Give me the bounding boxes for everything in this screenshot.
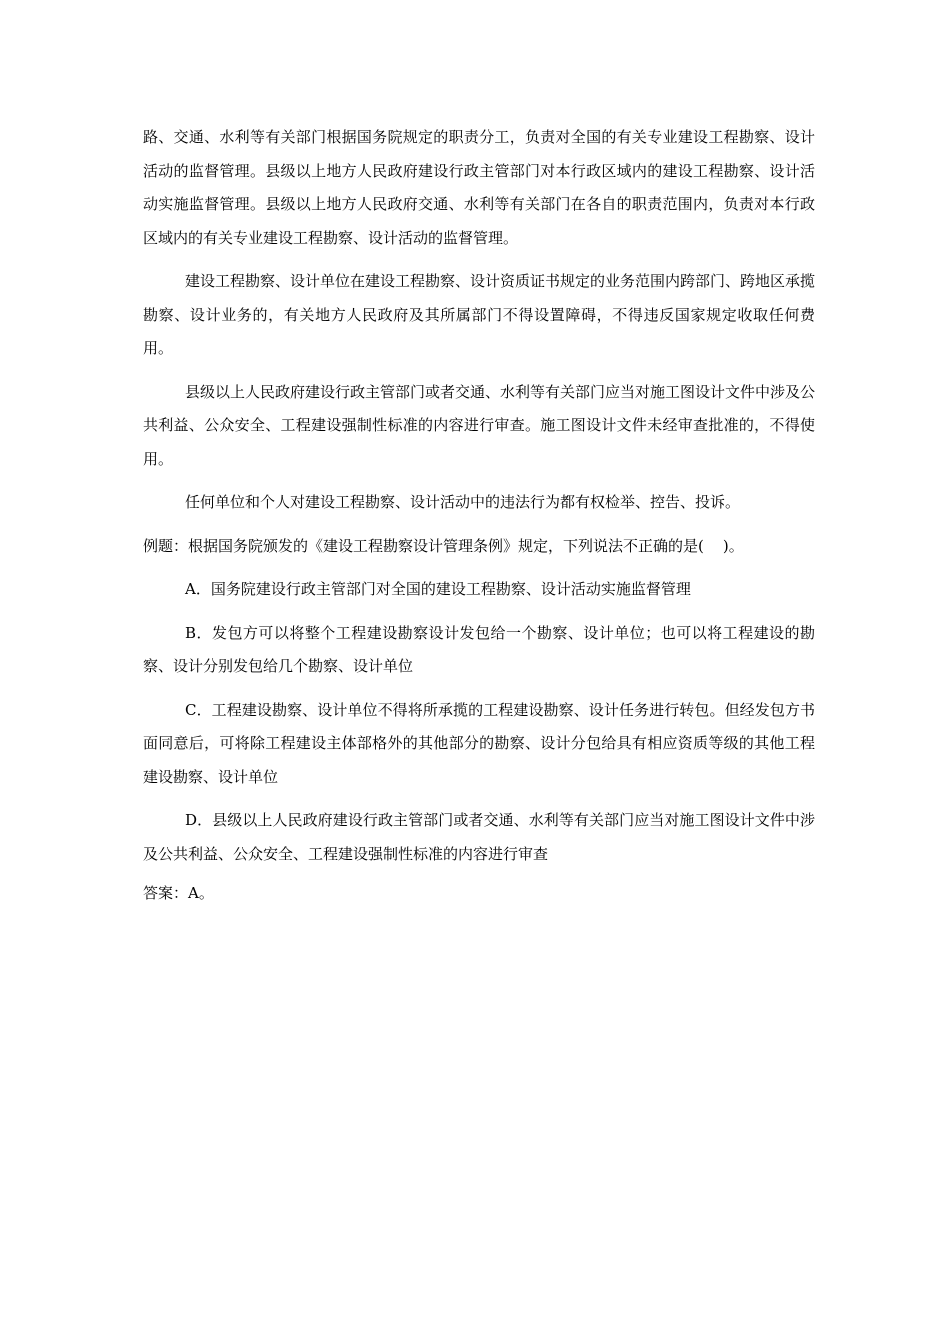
example-question: 例题：根据国务院颁发的《建设工程勘察设计管理条例》规定，下列说法不正确的是( )。 (143, 536, 744, 555)
option-b: B．发包方可以将整个工程建设勘察设计发包给一个勘察、设计单位；也可以将工程建设的勘察、设计分别发包给几个勘察、设计单位 (143, 623, 815, 675)
option-d: D．县级以上人民政府建设行政主管部门或者交通、水利等有关部门应当对施工图设计文件中涉及公共利益、公众安全、工程建设强制性标准的内容进行审查 (143, 811, 815, 863)
option-c: C．工程建设勘察、设计单位不得将所承揽的工程建设勘察、设计任务进行转包。但经发包方书面同意后，可将除工程建设主体部格外的其他部分的勘察、设计分包给具有相应资质等级的其他工程建设勘察、设计单位 (143, 700, 815, 786)
paragraph-3: 县级以上人民政府建设行政主管部门或者交通、水利等有关部门应当对施工图设计文件中涉及公共利益、公众安全、工程建设强制性标准的内容进行审查。施工图设计文件未经审查批准的，不得使用。 (143, 382, 816, 468)
option-a: A．国务院建设行政主管部门对全国的建设工程勘察、设计活动实施监督管理 (185, 580, 691, 598)
paragraph-4: 任何单位和个人对建设工程勘察、设计活动中的违法行为都有权检举、控告、投诉。 (185, 493, 741, 511)
document-body (143, 121, 815, 921)
paragraph-1: 路、交通、水利等有关部门根据国务院规定的职责分工，负责对全国的有关专业建设工程勘察、设计活动的监督管理。县级以上地方人民政府建设行政主管部门对本行政区域内的建设工程勘察、设计活动实施监督管理。县级以上地方人民政府交通、水利等有关部门在各自的职责范围内，负责对本行政区域内的有关专业建设工程勘察、设计活动的监督管理。 (143, 128, 815, 247)
paragraph-2: 建设工程勘察、设计单位在建设工程勘察、设计资质证书规定的业务范围内跨部门、跨地区承揽勘察、设计业务的，有关地方人民政府及其所属部门不得设置障碍，不得违反国家规定收取任何费用。 (143, 272, 816, 357)
answer: 答案：A。 (143, 884, 214, 902)
